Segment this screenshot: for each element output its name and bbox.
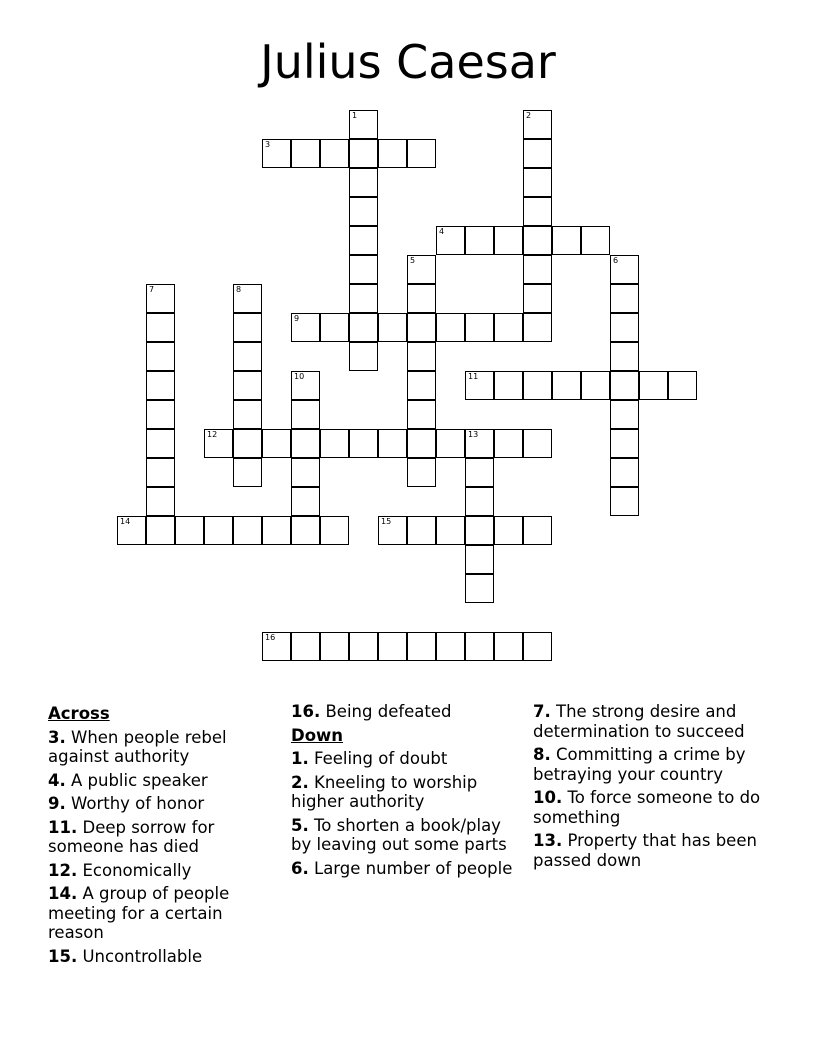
grid-cell[interactable] bbox=[204, 429, 233, 458]
grid-cell[interactable] bbox=[523, 226, 552, 255]
grid-cell[interactable] bbox=[610, 284, 639, 313]
grid-cell[interactable] bbox=[494, 429, 523, 458]
grid-cell[interactable] bbox=[262, 516, 291, 545]
grid-cell[interactable] bbox=[349, 197, 378, 226]
clue-number: 1 bbox=[352, 110, 358, 120]
grid-cell[interactable] bbox=[262, 632, 291, 661]
grid-cell[interactable] bbox=[291, 371, 320, 400]
clue-down-6: 6. Large number of people bbox=[291, 858, 513, 878]
clue-number: 6 bbox=[613, 255, 619, 265]
clue-number: 4 bbox=[439, 226, 445, 236]
grid-cell[interactable] bbox=[233, 516, 262, 545]
grid-cell[interactable] bbox=[581, 371, 610, 400]
grid-cell[interactable] bbox=[291, 487, 320, 516]
grid-cell[interactable] bbox=[581, 226, 610, 255]
clue-number: 7 bbox=[149, 284, 155, 294]
grid-cell[interactable] bbox=[146, 371, 175, 400]
grid-cell[interactable] bbox=[668, 371, 697, 400]
clue-across-16: 16. Being defeated bbox=[291, 702, 452, 721]
grid-cell[interactable] bbox=[407, 371, 436, 400]
clue-down-2: 2. Kneeling to worship higher authority bbox=[291, 772, 478, 811]
grid-cell[interactable] bbox=[291, 632, 320, 661]
clue-number: 5 bbox=[410, 255, 416, 265]
grid-cell[interactable] bbox=[320, 139, 349, 168]
grid-cell[interactable] bbox=[436, 313, 465, 342]
grid-cell[interactable] bbox=[494, 371, 523, 400]
grid-cell[interactable] bbox=[320, 313, 349, 342]
clue-across-12: 12. Economically bbox=[48, 860, 192, 880]
grid-cell[interactable] bbox=[378, 313, 407, 342]
grid-cell[interactable] bbox=[146, 516, 175, 545]
grid-cell[interactable] bbox=[117, 516, 146, 545]
clue-down-1: 1. Feeling of doubt bbox=[291, 749, 448, 768]
grid-cell[interactable] bbox=[407, 429, 436, 458]
grid-cell[interactable] bbox=[436, 632, 465, 661]
grid-cell[interactable] bbox=[233, 371, 262, 400]
grid-cell[interactable] bbox=[407, 313, 436, 342]
grid-cell[interactable] bbox=[407, 342, 436, 371]
grid-cell[interactable] bbox=[610, 458, 639, 487]
grid-cell[interactable] bbox=[291, 429, 320, 458]
grid-cell[interactable] bbox=[407, 139, 436, 168]
clue-number: 9 bbox=[294, 313, 300, 323]
grid-cell[interactable] bbox=[523, 110, 552, 139]
grid-cell[interactable] bbox=[465, 226, 494, 255]
grid-cell[interactable] bbox=[523, 255, 552, 284]
grid-cell[interactable] bbox=[465, 458, 494, 487]
grid-cell[interactable] bbox=[610, 255, 639, 284]
clues-column-3 bbox=[533, 702, 773, 874]
grid-cell[interactable] bbox=[494, 226, 523, 255]
grid-cell[interactable] bbox=[639, 371, 668, 400]
grid-cell[interactable] bbox=[407, 516, 436, 545]
clues-column-1 bbox=[48, 702, 278, 970]
clue-across-9: 9. Worthy of honor bbox=[48, 794, 205, 813]
grid-cell[interactable] bbox=[349, 110, 378, 139]
grid-cell[interactable] bbox=[465, 487, 494, 516]
clue-number: 8 bbox=[236, 284, 242, 294]
grid-cell[interactable] bbox=[320, 632, 349, 661]
clue-number: 12 bbox=[207, 429, 218, 439]
grid-cell[interactable] bbox=[320, 516, 349, 545]
grid-cell[interactable] bbox=[523, 284, 552, 313]
grid-cell[interactable] bbox=[378, 516, 407, 545]
grid-cell[interactable] bbox=[349, 255, 378, 284]
grid-cell[interactable] bbox=[552, 226, 581, 255]
puzzle-title: Julius Caesar bbox=[260, 35, 556, 89]
grid-cell[interactable] bbox=[146, 429, 175, 458]
clue-number: 11 bbox=[468, 371, 479, 381]
grid-cell[interactable] bbox=[610, 400, 639, 429]
grid-cell[interactable] bbox=[610, 487, 639, 516]
grid-cell[interactable] bbox=[349, 313, 378, 342]
clue-down-7: 7. The strong desire and determination to succeed bbox=[533, 702, 745, 741]
grid-cell[interactable] bbox=[465, 429, 494, 458]
grid-cell[interactable] bbox=[407, 632, 436, 661]
grid-cell[interactable] bbox=[494, 516, 523, 545]
grid-cell[interactable] bbox=[465, 574, 494, 603]
grid-cell[interactable] bbox=[349, 429, 378, 458]
grid-cell[interactable] bbox=[465, 545, 494, 574]
grid-cell[interactable] bbox=[407, 400, 436, 429]
grid-cell[interactable] bbox=[146, 342, 175, 371]
grid-cell[interactable] bbox=[610, 313, 639, 342]
grid-cell[interactable] bbox=[378, 632, 407, 661]
grid-cell[interactable] bbox=[465, 313, 494, 342]
grid-cell[interactable] bbox=[349, 168, 378, 197]
grid-cell[interactable] bbox=[146, 284, 175, 313]
grid-cell[interactable] bbox=[378, 429, 407, 458]
grid-cell[interactable] bbox=[523, 371, 552, 400]
grid-cell[interactable] bbox=[494, 632, 523, 661]
grid-cell[interactable] bbox=[436, 429, 465, 458]
clue-number: 3 bbox=[265, 139, 271, 149]
clue-number: 14 bbox=[120, 516, 131, 526]
grid-cell[interactable] bbox=[175, 516, 204, 545]
grid-cell[interactable] bbox=[523, 313, 552, 342]
clue-down-13: 13. Property that has been passed down bbox=[533, 831, 757, 870]
down-heading: Down bbox=[291, 725, 344, 745]
grid-cell[interactable] bbox=[610, 429, 639, 458]
grid-cell[interactable] bbox=[407, 255, 436, 284]
grid-cell[interactable] bbox=[610, 371, 639, 400]
grid-cell[interactable] bbox=[233, 458, 262, 487]
grid-cell[interactable] bbox=[523, 197, 552, 226]
clue-down-10: 10. To force someone to do something bbox=[533, 788, 761, 827]
grid-cell[interactable] bbox=[465, 632, 494, 661]
grid-cell[interactable] bbox=[233, 429, 262, 458]
clue-down-8: 8. Committing a crime by betraying your country bbox=[533, 745, 746, 784]
across-heading: Across bbox=[48, 704, 110, 723]
grid-cell[interactable] bbox=[436, 516, 465, 545]
grid-cell[interactable] bbox=[204, 516, 233, 545]
clue-across-4: 4. A public speaker bbox=[48, 770, 208, 790]
grid-cell[interactable] bbox=[349, 226, 378, 255]
grid-cell[interactable] bbox=[378, 139, 407, 168]
grid-cell[interactable] bbox=[494, 313, 523, 342]
grid-cell[interactable] bbox=[146, 400, 175, 429]
grid-cell[interactable] bbox=[262, 139, 291, 168]
grid-cell[interactable] bbox=[349, 284, 378, 313]
grid-cell[interactable] bbox=[523, 516, 552, 545]
grid-cell[interactable] bbox=[233, 342, 262, 371]
grid-cell[interactable] bbox=[349, 342, 378, 371]
clue-number: 2 bbox=[526, 110, 532, 120]
clue-across-11: 11. Deep sorrow for someone has died bbox=[48, 817, 215, 856]
grid-cell[interactable] bbox=[610, 342, 639, 371]
clue-number: 15 bbox=[381, 516, 392, 526]
grid-cell[interactable] bbox=[465, 516, 494, 545]
grid-cell[interactable] bbox=[552, 371, 581, 400]
clue-across-15: 15. Uncontrollable bbox=[48, 946, 203, 966]
grid-cell[interactable] bbox=[146, 487, 175, 516]
clues-column-2 bbox=[291, 702, 526, 882]
grid-cell[interactable] bbox=[407, 458, 436, 487]
grid-cell[interactable] bbox=[291, 400, 320, 429]
grid-cell[interactable] bbox=[233, 313, 262, 342]
grid-cell[interactable] bbox=[320, 429, 349, 458]
grid-cell[interactable] bbox=[233, 284, 262, 313]
clue-number: 13 bbox=[468, 429, 479, 439]
grid-cell[interactable] bbox=[291, 458, 320, 487]
grid-cell[interactable] bbox=[407, 284, 436, 313]
clue-across-3: 3. When people rebel against authority bbox=[48, 727, 227, 766]
grid-cell[interactable] bbox=[262, 429, 291, 458]
grid-cell[interactable] bbox=[465, 371, 494, 400]
grid-cell[interactable] bbox=[523, 429, 552, 458]
grid-cell[interactable] bbox=[291, 313, 320, 342]
grid-cell[interactable] bbox=[523, 632, 552, 661]
grid-cell[interactable] bbox=[349, 139, 378, 168]
grid-cell[interactable] bbox=[146, 313, 175, 342]
grid-cell[interactable] bbox=[291, 516, 320, 545]
grid-cell[interactable] bbox=[349, 632, 378, 661]
clue-number: 10 bbox=[294, 371, 305, 381]
grid-cell[interactable] bbox=[523, 168, 552, 197]
grid-cell[interactable] bbox=[523, 139, 552, 168]
clue-down-5: 5. To shorten a book/play by leaving out some parts bbox=[291, 815, 507, 854]
grid-cell[interactable] bbox=[436, 226, 465, 255]
clue-across-14: 14. A group of people meeting for a certain reason bbox=[48, 884, 230, 942]
grid-cell[interactable] bbox=[291, 139, 320, 168]
clue-number: 16 bbox=[265, 632, 276, 642]
grid-cell[interactable] bbox=[146, 458, 175, 487]
grid-cell[interactable] bbox=[233, 400, 262, 429]
